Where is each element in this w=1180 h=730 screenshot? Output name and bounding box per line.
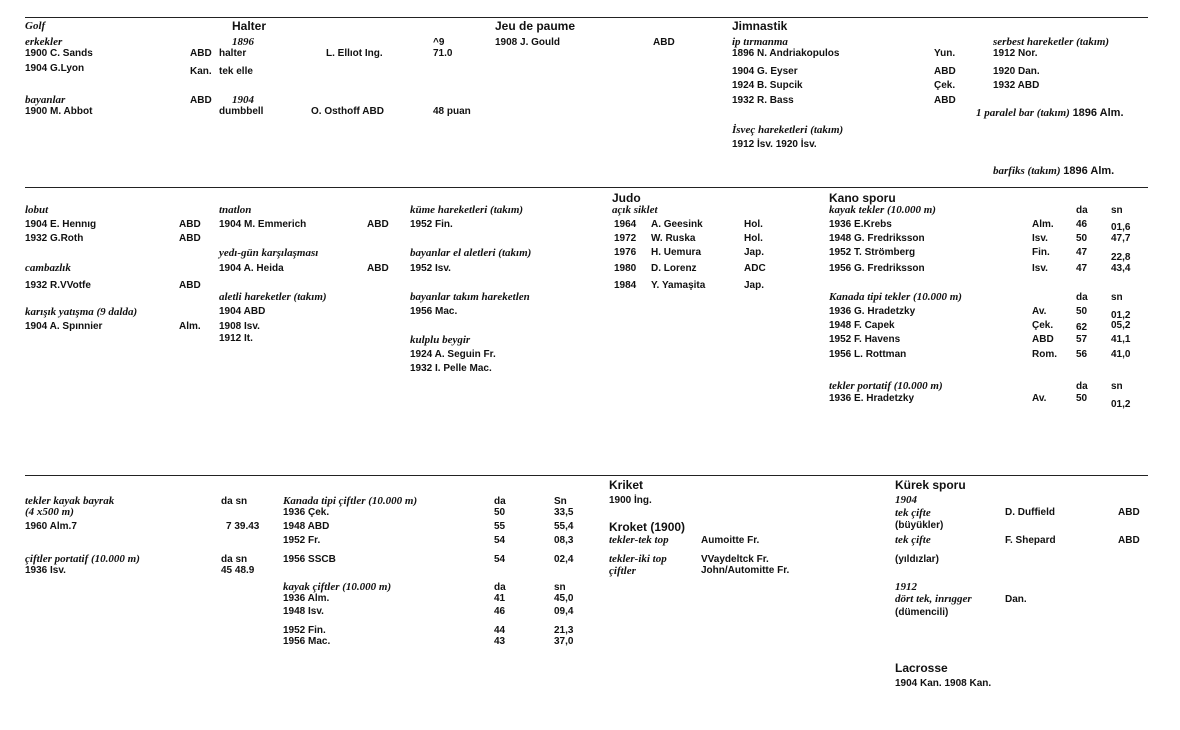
- kroket-tektek-value: Aumoitte Fr.: [701, 535, 760, 546]
- kurek-name: F. Shepard: [1005, 535, 1056, 546]
- heading-kriket: Kriket: [609, 478, 644, 492]
- golf-bayanlar: bayanlar: [25, 94, 66, 106]
- karisik-country: Alm.: [179, 321, 201, 332]
- ciftler-portatif-dasn: da sn: [221, 554, 248, 565]
- kano-country: Rom.: [1032, 349, 1057, 360]
- judo-country: Hol.: [744, 233, 763, 244]
- kayak-ciftler-sn-value: 37,0: [554, 636, 574, 647]
- ciftler-portatif-value: 45 48.9: [221, 565, 255, 576]
- kurek-country: Dan.: [1005, 594, 1027, 605]
- bay-takim-label: bayanlar takım hareketlen: [410, 291, 530, 303]
- halter-tek-elle: tek elle: [219, 66, 253, 77]
- kano-sn: 01,2: [1111, 399, 1131, 410]
- kano-kanada: Kanada tipi tekler (10.000 m): [829, 291, 962, 303]
- judo-name: A. Geesink: [651, 219, 703, 230]
- kanada-ciftler-row: 1936 Çek.: [283, 507, 330, 518]
- kano-da: 47: [1076, 263, 1088, 274]
- kurek-country: ABD: [1118, 535, 1140, 546]
- judo-year: 1980: [614, 263, 637, 274]
- heading-kurek: Kürek sporu: [895, 478, 966, 492]
- jeu-row: 1908 J. Gould: [495, 37, 561, 48]
- kano-da: 47: [1076, 247, 1088, 258]
- jim-barfiks: barfiks (takım) 1896 Alm.: [993, 165, 1115, 177]
- halter-year: 1896: [232, 36, 254, 48]
- kano-country: Isv.: [1032, 263, 1048, 274]
- kriket-row: 1900 İng.: [609, 495, 652, 506]
- lobut-country: ABD: [179, 233, 201, 244]
- kayak-ciftler-row: 1952 Fin.: [283, 625, 326, 636]
- kayak-ciftler-da-value: 41: [494, 593, 506, 604]
- yedi-label: yedı-gün karşılaşması: [219, 247, 319, 259]
- golf-country: Kan.: [190, 66, 212, 77]
- halter-puan: 48 puan: [433, 106, 471, 117]
- judo-name: Y. Yamaşita: [651, 280, 706, 291]
- kano-country: Av.: [1032, 306, 1047, 317]
- kano-row: 1952 T. Strömberg: [829, 247, 916, 258]
- triatlon-row: 1904 M. Emmerich: [219, 219, 307, 230]
- kano-country: ABD: [1032, 334, 1054, 345]
- kume-label: küme hareketleri (takım): [410, 204, 524, 216]
- kano-sn-header: sn: [1111, 205, 1123, 216]
- aletli-row: 1908 Isv.: [219, 321, 260, 332]
- golf-row: 1904 G.Lyon: [25, 63, 85, 74]
- halter-dumbbell: dumbbell: [219, 106, 264, 117]
- kanada-ciftler-sn-value: 08,3: [554, 535, 574, 546]
- ciftler-portatif-label: çiftler portatif (10.000 m): [25, 553, 140, 565]
- yedi-country: ABD: [367, 263, 389, 274]
- halter-name: O. Osthoff ABD: [311, 106, 384, 117]
- golf-country: ABD: [190, 95, 212, 106]
- kano-row: 1948 G. Fredriksson: [829, 233, 925, 244]
- cambaz-country: ABD: [179, 280, 201, 291]
- judo-name: W. Ruska: [651, 233, 696, 244]
- kurek-tek-cifte: tek çifte: [895, 534, 931, 546]
- kayak-ciftler-sn: sn: [554, 582, 566, 593]
- golf-row: 1900 M. Abbot: [25, 106, 93, 117]
- kurek-buyuk: (büyükler): [895, 520, 944, 531]
- kurek-yildiz: (yıldızlar): [895, 554, 939, 565]
- jim-country: ABD: [934, 66, 956, 77]
- triatlon-country: ABD: [367, 219, 389, 230]
- judo-name: H. Uemura: [651, 247, 702, 258]
- jim-country: Yun.: [934, 48, 956, 59]
- judo-country: ADC: [744, 263, 766, 274]
- bay-el-label: bayanlar el aletleri (takım): [410, 247, 532, 259]
- kano-kayak: kayak tekler (10.000 m): [829, 204, 936, 216]
- heading-jeu: Jeu de paume: [495, 19, 576, 33]
- kume-row: 1952 Fin.: [410, 219, 453, 230]
- kano-da: 50: [1076, 233, 1088, 244]
- jim-paralel: 1 paralel bar (takım) 1896 Alm.: [976, 107, 1124, 119]
- yedi-row: 1904 A. Heida: [219, 263, 284, 274]
- kano-sn: 43,4: [1111, 263, 1131, 274]
- lacrosse-row: 1904 Kan. 1908 Kan.: [895, 678, 992, 689]
- heading-jimnastik: Jimnastik: [732, 19, 788, 33]
- kano-sn-header: sn: [1111, 292, 1123, 303]
- judo-year: 1972: [614, 233, 637, 244]
- kanada-ciftler-sn-value: 33,5: [554, 507, 574, 518]
- kano-sn: 01,6: [1111, 222, 1131, 233]
- jim-isvec-row: 1912 İsv. 1920 İsv.: [732, 139, 817, 150]
- kanada-ciftler-sn-value: 02,4: [554, 554, 574, 565]
- kulplu-label: kulplu beygir: [410, 334, 471, 346]
- kano-row: 1936 E.Krebs: [829, 219, 892, 230]
- kayak-ciftler-da: da: [494, 582, 506, 593]
- kayak-ciftler-label: kayak çiftler (10.000 m): [283, 581, 392, 593]
- kroket-tekiki-value: VVaydeltck Fr.: [701, 554, 769, 565]
- kano-da-header: da: [1076, 381, 1088, 392]
- bayrak-label2: (4 x500 m): [25, 506, 74, 518]
- kanada-ciftler-da-value: 50: [494, 507, 506, 518]
- kayak-ciftler-da-value: 46: [494, 606, 506, 617]
- kurek-name: D. Duffield: [1005, 507, 1055, 518]
- heading-golf: Golf: [25, 20, 46, 32]
- heading-lacrosse: Lacrosse: [895, 661, 948, 675]
- kroket-tektek: tekler-tek top: [609, 534, 669, 546]
- kano-sn: 22,8: [1111, 252, 1131, 263]
- kulplu-row: 1924 A. Seguin Fr.: [410, 349, 496, 360]
- kayak-ciftler-row: 1948 Isv.: [283, 606, 324, 617]
- kroket-tekiki: tekler-iki top: [609, 553, 667, 565]
- judo-country: Jap.: [744, 280, 765, 291]
- kayak-ciftler-sn-value: 21,3: [554, 625, 574, 636]
- bay-takim-row: 1956 Mac.: [410, 306, 458, 317]
- kano-country: Isv.: [1032, 233, 1048, 244]
- kano-country: Av.: [1032, 393, 1047, 404]
- kroket-ciftler: çiftler: [609, 565, 636, 577]
- kano-portatif: tekler portatif (10.000 m): [829, 380, 943, 392]
- judo-country: Hol.: [744, 219, 763, 230]
- kanada-ciftler-row: 1948 ABD: [283, 521, 330, 532]
- halter-num: ^9: [433, 37, 445, 48]
- kulplu-row: 1932 I. Pelle Mac.: [410, 363, 492, 374]
- rule-bottom: [25, 475, 1148, 476]
- heading-kano: Kano sporu: [829, 191, 896, 205]
- kurek-country: ABD: [1118, 507, 1140, 518]
- bayrak-row: 1960 Alm.7: [25, 521, 77, 532]
- halter-name: L. Ellıot Ing.: [326, 48, 383, 59]
- bay-el-row: 1952 Isv.: [410, 263, 451, 274]
- golf-country: ABD: [190, 48, 212, 59]
- rule-middle: [25, 187, 1148, 188]
- heading-kroket: Kroket (1900): [609, 520, 686, 534]
- jeu-country: ABD: [653, 37, 675, 48]
- bayrak-label: tekler kayak bayrak: [25, 495, 115, 507]
- kano-sn: 05,2: [1111, 320, 1131, 331]
- halter-year: 1904: [232, 94, 254, 106]
- kano-country: Fin.: [1032, 247, 1050, 258]
- kano-sn: 41,0: [1111, 349, 1131, 360]
- jim-row: 1896 N. Andriakopulos: [732, 48, 840, 59]
- lobut-label: lobut: [25, 204, 49, 216]
- kanada-ciftler-sn: Sn: [554, 496, 567, 507]
- heading-judo: Judo: [612, 191, 641, 205]
- kanada-ciftler-row: 1952 Fr.: [283, 535, 321, 546]
- golf-erkekler: erkekler: [25, 36, 63, 48]
- kayak-ciftler-da-value: 44: [494, 625, 506, 636]
- kano-da: 46: [1076, 219, 1088, 230]
- kurek-year: 1904: [895, 494, 917, 506]
- kanada-ciftler-sn-value: 55,4: [554, 521, 574, 532]
- triatlon-label: tnatlon: [219, 204, 252, 216]
- bayrak-dasn: da sn: [221, 496, 248, 507]
- kayak-ciftler-sn-value: 09,4: [554, 606, 574, 617]
- lobut-row: 1932 G.Roth: [25, 233, 84, 244]
- kano-sn: 01,2: [1111, 310, 1131, 321]
- kano-country: Çek.: [1032, 320, 1054, 331]
- kayak-ciftler-sn-value: 45,0: [554, 593, 574, 604]
- kayak-ciftler-da-value: 43: [494, 636, 506, 647]
- kano-sn: 47,7: [1111, 233, 1131, 244]
- kano-row: 1936 G. Hradetzky: [829, 306, 916, 317]
- judo-year: 1964: [614, 219, 637, 230]
- jim-country: Çek.: [934, 80, 956, 91]
- kano-row: 1956 L. Rottman: [829, 349, 907, 360]
- kurek-tek-cifte: tek çifte: [895, 507, 931, 519]
- kano-row: 1952 F. Havens: [829, 334, 901, 345]
- kanada-ciftler-label: Kanada tipi çiftler (10.000 m): [283, 495, 418, 507]
- kano-da-header: da: [1076, 292, 1088, 303]
- golf-row: 1900 C. Sands: [25, 48, 93, 59]
- rule-top: [25, 17, 1148, 18]
- kanada-ciftler-da-value: 54: [494, 554, 506, 565]
- jim-serbest-row: 1932 ABD: [993, 80, 1040, 91]
- kurek-dumen: (dümencili): [895, 607, 949, 618]
- kano-row: 1936 E. Hradetzky: [829, 393, 915, 404]
- kroket-tekiki-value2: John/Automitte Fr.: [701, 565, 790, 576]
- karisik-label: karışık yatışma (9 dalda): [25, 306, 138, 318]
- lobut-country: ABD: [179, 219, 201, 230]
- judo-acik: açık siklet: [612, 204, 658, 216]
- kurek-dort: dört tek, inrıgger: [895, 593, 972, 605]
- halter-value: 71.0: [433, 48, 453, 59]
- kanada-ciftler-da: da: [494, 496, 506, 507]
- kano-row: 1956 G. Fredriksson: [829, 263, 925, 274]
- jim-serbest: serbest hareketler (takım): [993, 36, 1110, 48]
- jim-isvec: İsveç hareketleri (takım): [732, 124, 844, 136]
- karisik-row: 1904 A. Spınnier: [25, 321, 103, 332]
- cambaz-row: 1932 R.VVotfe: [25, 280, 91, 291]
- kanada-ciftler-da-value: 54: [494, 535, 506, 546]
- kano-da: 56: [1076, 349, 1088, 360]
- lobut-row: 1904 E. Hennıg: [25, 219, 97, 230]
- cambaz-label: cambazlık: [25, 262, 71, 274]
- kano-sn-header: sn: [1111, 381, 1123, 392]
- jim-row: 1904 G. Eyser: [732, 66, 798, 77]
- kano-row: 1948 F. Capek: [829, 320, 895, 331]
- aletli-label: aletli hareketler (takım): [219, 291, 327, 303]
- kano-sn: 41,1: [1111, 334, 1131, 345]
- kayak-ciftler-row: 1936 Alm.: [283, 593, 330, 604]
- kayak-ciftler-row: 1956 Mac.: [283, 636, 331, 647]
- aletli-row: 1904 ABD: [219, 306, 266, 317]
- heading-halter: Halter: [232, 19, 267, 33]
- judo-country: Jap.: [744, 247, 765, 258]
- kanada-ciftler-da-value: 55: [494, 521, 506, 532]
- judo-name: D. Lorenz: [651, 263, 697, 274]
- halter-label: halter: [219, 48, 247, 59]
- kano-da: 57: [1076, 334, 1088, 345]
- jim-country: ABD: [934, 95, 956, 106]
- jim-serbest-row: 1920 Dan.: [993, 66, 1040, 77]
- jim-serbest-row: 1912 Nor.: [993, 48, 1038, 59]
- bayrak-value: 7 39.43: [226, 521, 260, 532]
- judo-year: 1984: [614, 280, 637, 291]
- aletli-row: 1912 It.: [219, 333, 253, 344]
- kano-da: 62: [1076, 322, 1088, 333]
- kurek-year: 1912: [895, 581, 917, 593]
- kanada-ciftler-row: 1956 SSCB: [283, 554, 336, 565]
- kano-da-header: da: [1076, 205, 1088, 216]
- jim-ip: ip tırmanma: [732, 36, 788, 48]
- kano-da: 50: [1076, 393, 1088, 404]
- jim-row: 1932 R. Bass: [732, 95, 794, 106]
- kano-country: Alm.: [1032, 219, 1054, 230]
- kano-da: 50: [1076, 306, 1088, 317]
- judo-year: 1976: [614, 247, 637, 258]
- jim-row: 1924 B. Supcik: [732, 80, 803, 91]
- ciftler-portatif-row: 1936 Isv.: [25, 565, 66, 576]
